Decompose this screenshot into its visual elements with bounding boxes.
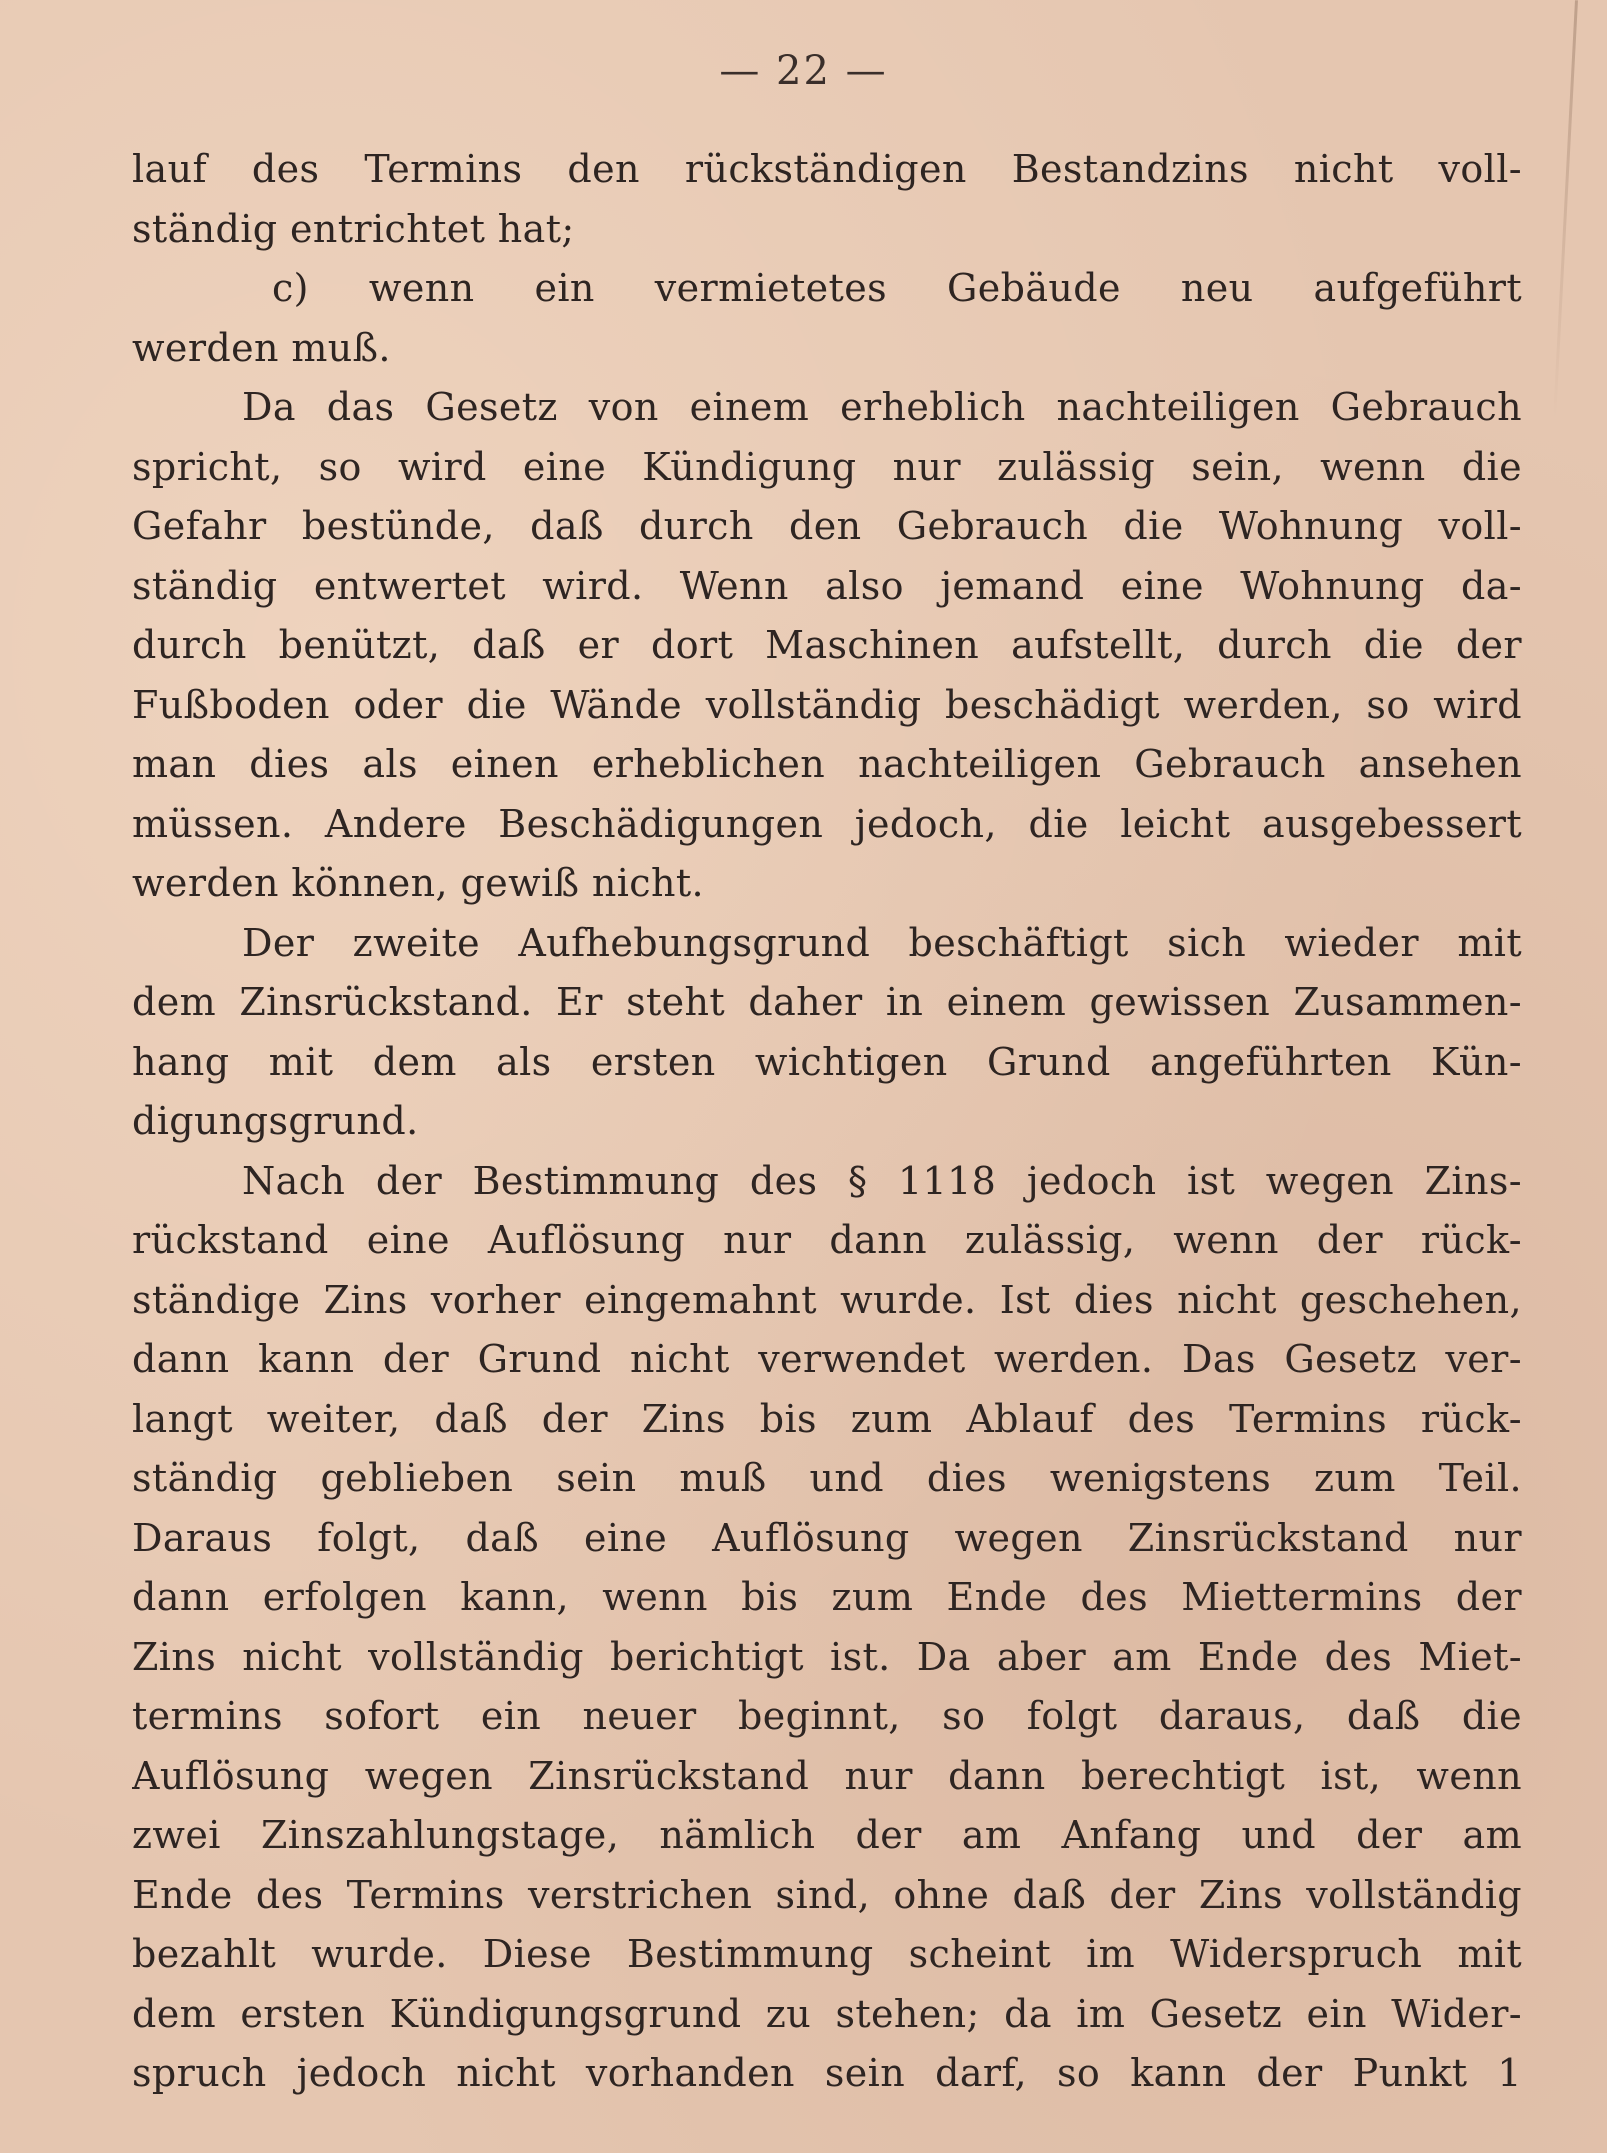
text-line: zwei Zinszahlungstage, nämlich der am Anfang und der am bbox=[132, 1813, 1522, 1857]
text-line: ständig geblieben sein muß und dies wenigstens zum Teil. bbox=[132, 1456, 1522, 1500]
text-line: durch benützt, daß er dort Maschinen aufstellt, durch die der bbox=[132, 623, 1522, 667]
text-line: man dies als einen erheblichen nachteiligen Gebrauch ansehen bbox=[132, 742, 1522, 786]
text-line: lauf des Termins den rückständigen Bestandzins nicht voll- bbox=[132, 147, 1522, 191]
text-line: ständige Zins vorher eingemahnt wurde. Ist dies nicht geschehen, bbox=[132, 1277, 1522, 1322]
text-line: Der zweite Aufhebungsgrund beschäftigt sich wieder mit bbox=[242, 920, 1522, 965]
text-line: termins sofort ein neuer beginnt, so folgt daraus, daß die bbox=[132, 1694, 1522, 1738]
text-line: Auflösung wegen Zinsrückstand nur dann berechtigt ist, wenn bbox=[132, 1753, 1522, 1798]
text-line: ständig entwertet wird. Wenn also jemand eine Wohnung da- bbox=[132, 563, 1522, 608]
text-line: Gefahr bestünde, daß durch den Gebrauch die Wohnung voll- bbox=[132, 504, 1522, 548]
text-line: rückstand eine Auflösung nur dann zulässig, wenn der rück- bbox=[132, 1218, 1522, 1262]
text-line: Nach der Bestimmung des § 1118 jedoch ist wegen Zins- bbox=[242, 1158, 1522, 1203]
text-line: langt weiter, daß der Zins bis zum Ablauf des Termins rück- bbox=[132, 1396, 1522, 1441]
text-line: dem Zinsrückstand. Er steht daher in einem gewissen Zusammen- bbox=[132, 980, 1522, 1024]
text-line: spricht, so wird eine Kündigung nur zulässig sein, wenn die bbox=[132, 444, 1522, 489]
text-line: Fußboden oder die Wände vollständig beschädigt werden, so wird bbox=[132, 682, 1522, 727]
text-line: Daraus folgt, daß eine Auflösung wegen Zinsrückstand nur bbox=[132, 1515, 1522, 1560]
text-line: Da das Gesetz von einem erheblich nachteiligen Gebrauch bbox=[242, 385, 1522, 429]
text-line: c) wenn ein vermietetes Gebäude neu aufgeführt bbox=[272, 266, 1522, 310]
page-number: — 22 — bbox=[719, 48, 888, 94]
text-line: werden können, gewiß nicht. bbox=[132, 861, 705, 905]
text-line: müssen. Andere Beschädigungen jedoch, die leicht ausgebessert bbox=[132, 801, 1522, 846]
text-line: dann erfolgen kann, wenn bis zum Ende des Miettermins der bbox=[132, 1575, 1522, 1619]
text-line: dem ersten Kündigungsgrund zu stehen; da im Gesetz ein Wider- bbox=[132, 1991, 1522, 2036]
text-line: ständig entrichtet hat; bbox=[132, 206, 575, 251]
text-line: dann kann der Grund nicht verwendet werden. Das Gesetz ver- bbox=[132, 1337, 1522, 1381]
body-text bbox=[132, 140, 1522, 2104]
text-line: werden muß. bbox=[132, 325, 391, 370]
text-line: spruch jedoch nicht vorhanden sein darf, so kann der Punkt 1 bbox=[132, 2051, 1522, 2095]
text-line: hang mit dem als ersten wichtigen Grund angeführten Kün- bbox=[132, 1039, 1522, 1084]
text-line: Ende des Termins verstrichen sind, ohne daß der Zins vollständig bbox=[132, 1872, 1522, 1917]
text-line: digungsgrund. bbox=[132, 1099, 419, 1143]
text-line: bezahlt wurde. Diese Bestimmung scheint im Widerspruch mit bbox=[132, 1932, 1522, 1976]
text-line: Zins nicht vollständig berichtigt ist. Da aber am Ende des Miet- bbox=[132, 1634, 1522, 1679]
